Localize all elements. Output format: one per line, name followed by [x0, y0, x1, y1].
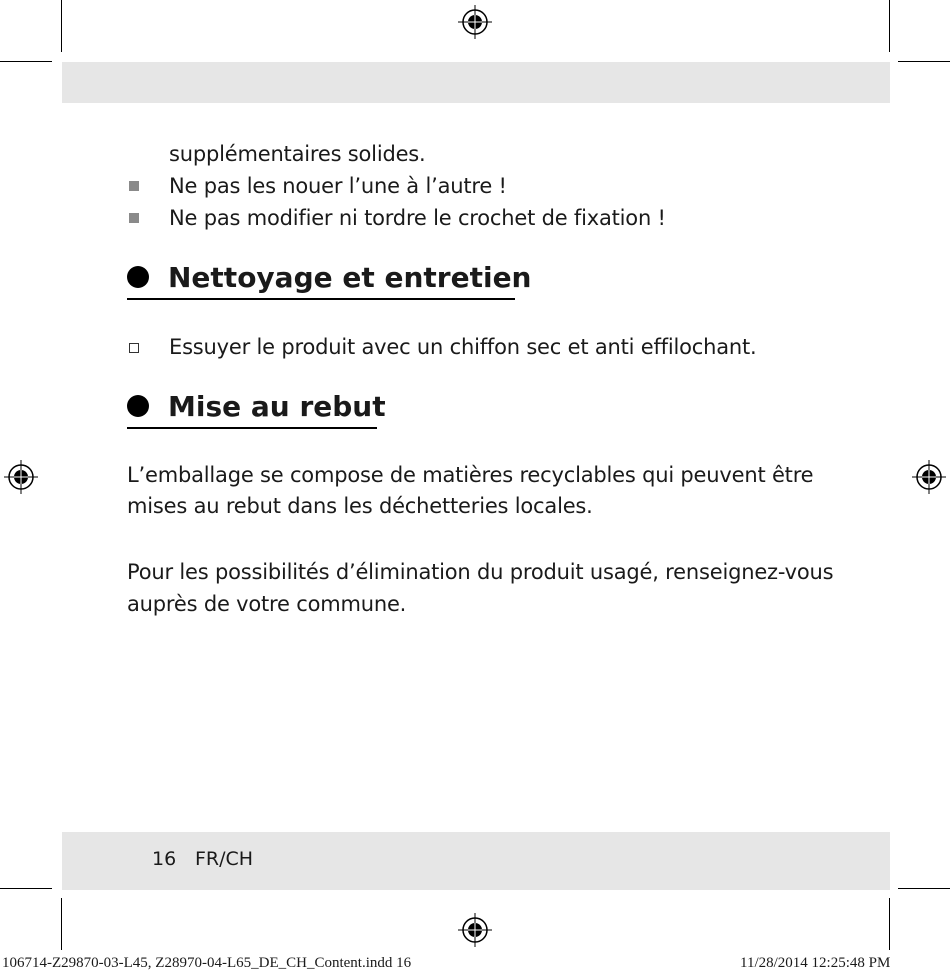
- crop-mark-bottom-left-horizontal: [0, 888, 52, 889]
- page-number: 16: [152, 848, 177, 870]
- registration-mark-icon: [912, 460, 946, 494]
- crop-mark-bottom-right-vertical: [889, 898, 890, 950]
- crop-mark-top-right-vertical: [889, 0, 890, 52]
- header-band: [62, 62, 890, 103]
- list-item: Ne pas modifier ni tordre le crochet de fixation !: [169, 206, 666, 230]
- crop-mark-bottom-right-horizontal: [898, 888, 950, 889]
- paragraph-line: L’emballage se compose de matières recyclables qui peuvent être: [127, 463, 814, 487]
- list-item: Ne pas les nouer l’une à l’autre !: [169, 174, 507, 198]
- section-title: Nettoyage et entretien: [168, 261, 532, 294]
- list-item: Essuyer le produit avec un chiffon sec et anti effilochant.: [169, 335, 757, 359]
- section-title: Mise au rebut: [168, 390, 386, 423]
- print-slug-filename: 106714-Z29870-03-L45, Z28970-04-L65_DE_CH_Content.indd 16: [2, 955, 412, 971]
- heading-underline: [127, 298, 515, 300]
- paragraph-line: auprès de votre commune.: [127, 592, 407, 616]
- print-slug-datetime: 11/28/2014 12:25:48 PM: [740, 955, 891, 971]
- crop-mark-top-right-horizontal: [898, 61, 950, 62]
- square-bullet-icon: [129, 213, 139, 223]
- paragraph-line: Pour les possibilités d’élimination du produit usagé, renseignez-vous: [127, 560, 834, 584]
- crop-mark-bottom-left-vertical: [61, 898, 62, 950]
- registration-mark-icon: [458, 5, 492, 39]
- section-heading-cleaning: [127, 260, 532, 296]
- square-bullet-icon: [129, 181, 139, 191]
- bullet-dot-icon: [127, 266, 149, 288]
- footer-band: [62, 832, 890, 890]
- heading-underline: [127, 427, 377, 429]
- registration-mark-icon: [4, 460, 38, 494]
- crop-mark-top-left-vertical: [61, 0, 62, 52]
- section-heading-disposal: [127, 389, 386, 425]
- crop-mark-top-left-horizontal: [0, 61, 52, 62]
- checkbox-bullet-icon: [129, 343, 139, 353]
- bullet-dot-icon: [127, 395, 149, 417]
- paragraph-line: mises au rebut dans les déchetteries locales.: [127, 494, 593, 518]
- registration-mark-icon: [458, 913, 492, 947]
- language-code: FR/CH: [195, 848, 254, 870]
- list-continuation: supplémentaires solides.: [169, 142, 426, 166]
